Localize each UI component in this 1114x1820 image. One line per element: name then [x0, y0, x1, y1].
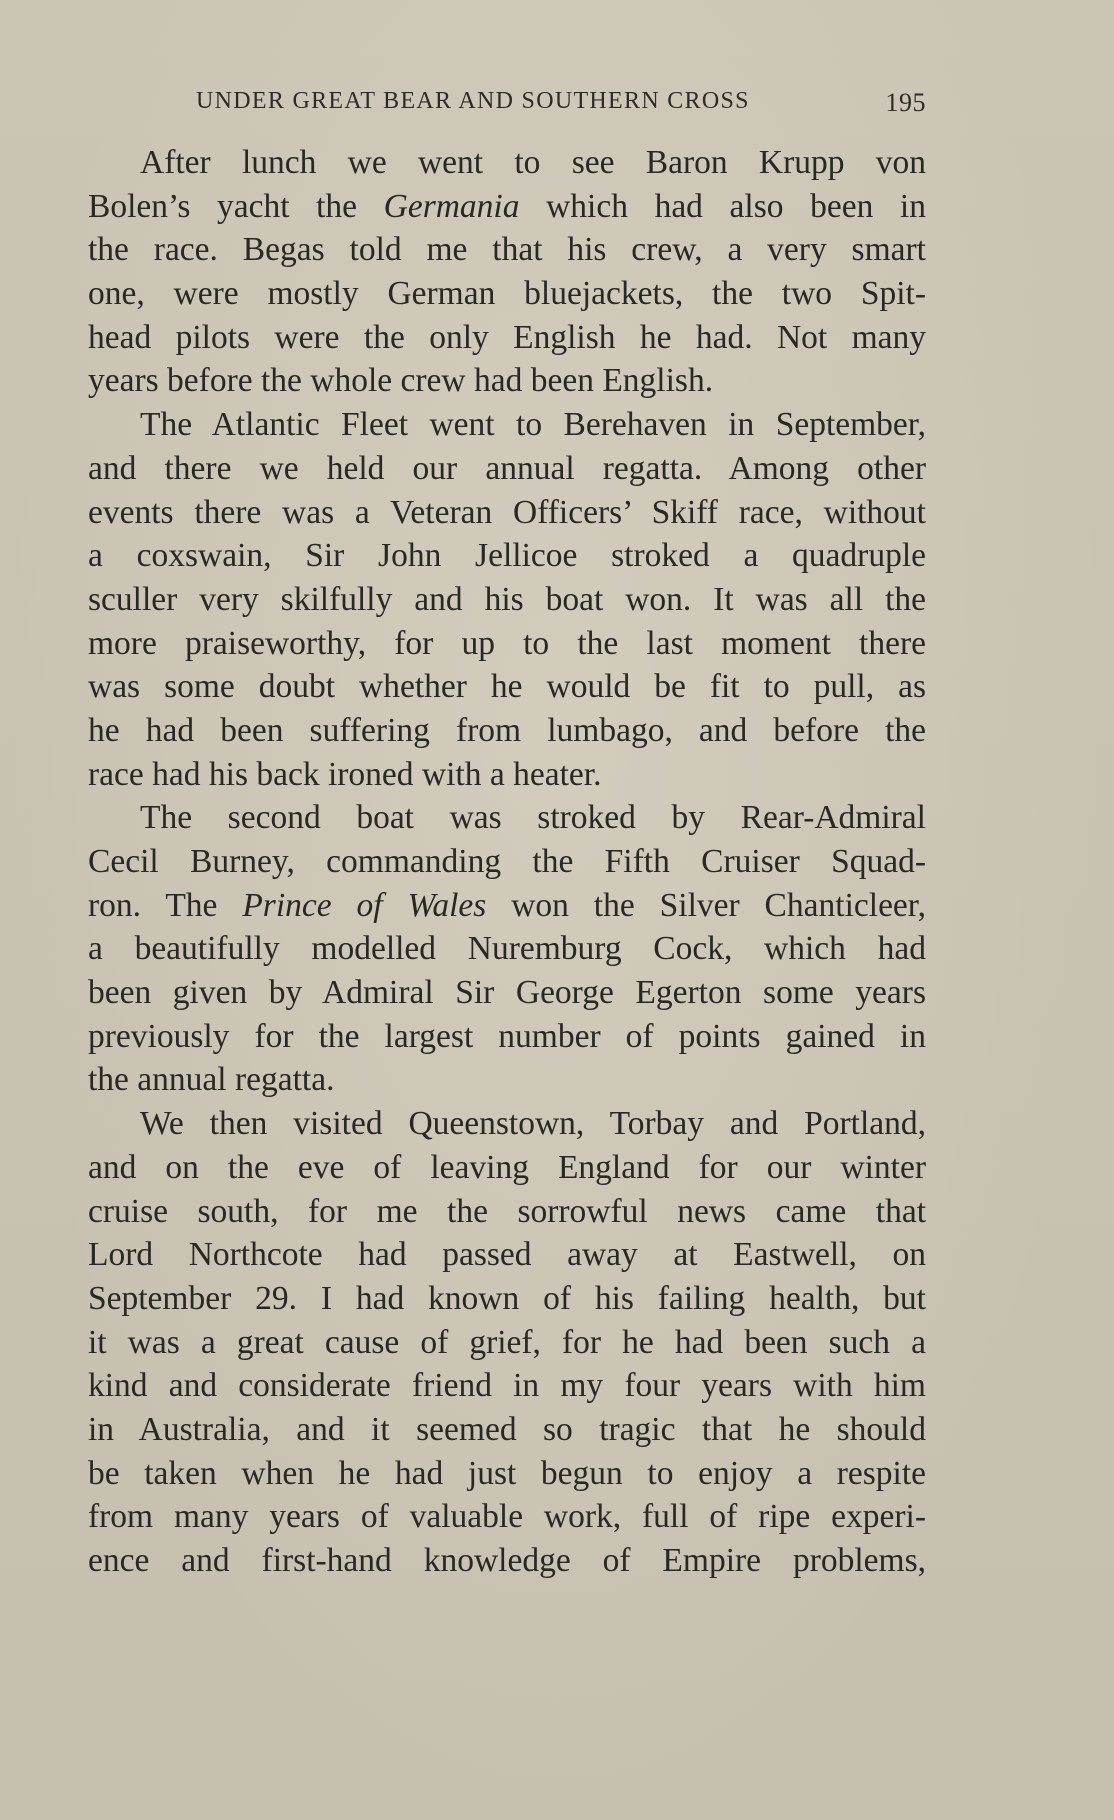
text-line: a beautifully modelled Nuremburg Cock, which had [88, 930, 926, 968]
paragraph [88, 1102, 926, 1583]
italic-title: Germania [383, 187, 520, 225]
text-line: in Australia, and it seemed so tragic that he should [88, 1410, 926, 1448]
italic-title: Prince of Wales [242, 886, 487, 924]
text-line: the annual regatta. [88, 1061, 335, 1099]
text-line: events there was a Veteran Officers’ Skiff race, without [88, 493, 926, 531]
text-line: the race. Begas told me that his crew, a very smart [88, 231, 926, 269]
running-title: UNDER GREAT BEAR AND SOUTHERN CROSS [196, 88, 750, 114]
text-line: After lunch we went to see Baron Krupp von [140, 144, 926, 181]
text-line: race had his back ironed with a heater. [88, 755, 602, 793]
text-line: and on the eve of leaving England for our winter [88, 1148, 926, 1186]
text-line: Cecil Burney, commanding the Fifth Cruiser Squad- [88, 843, 926, 880]
text-line: be taken when he had just begun to enjoy a respite [88, 1454, 926, 1492]
text-line: kind and considerate friend in my four years with him [88, 1367, 926, 1405]
text-line [88, 185, 926, 229]
text-segment: won the Silver Chanticleer, [486, 886, 926, 924]
text-line: cruise south, for me the sorrowful news came that [88, 1192, 926, 1230]
text-line: ence and first-hand knowledge of Empire problems, [88, 1542, 926, 1579]
text-line: The second boat was stroked by Rear-Admiral [140, 799, 926, 837]
page-number: 195 [885, 88, 926, 117]
paragraph [88, 796, 926, 1102]
text-line: head pilots were the only English he had. Not many [88, 318, 926, 356]
running-head [196, 88, 926, 122]
text-line: The Atlantic Fleet went to Berehaven in September, [140, 406, 926, 444]
text-line: and there we held our annual regatta. Among other [88, 449, 926, 487]
text-line: previously for the largest number of points gained in [88, 1017, 926, 1055]
text-line: he had been suffering from lumbago, and before the [88, 711, 926, 749]
text-line: it was a great cause of grief, for he had been such a [88, 1323, 926, 1361]
text-line: was some doubt whether he would be fit to pull, as [88, 668, 926, 706]
text-line: a coxswain, Sir John Jellicoe stroked a quadruple [88, 537, 926, 575]
text-line: Lord Northcote had passed away at Eastwell, on [88, 1236, 926, 1274]
text-line: years before the whole crew had been English. [88, 362, 714, 400]
text-segment: which had also been in [519, 187, 926, 225]
text-line: sculler very skilfully and his boat won. It was all the [88, 580, 926, 618]
paragraph [88, 403, 926, 796]
text-line: from many years of valuable work, full of ripe experi- [88, 1498, 926, 1536]
text-segment: ron. The [88, 886, 243, 924]
text-line: September 29. I had known of his failing health, but [88, 1279, 926, 1317]
text-line: been given by Admiral Sir George Egerton some years [88, 974, 926, 1012]
text-segment: Bolen’s yacht the [88, 187, 384, 225]
body-text [88, 141, 926, 1583]
text-line: more praiseworthy, for up to the last moment there [88, 624, 926, 662]
text-line: We then visited Queenstown, Torbay and Portland, [140, 1105, 926, 1143]
paragraph [88, 141, 926, 403]
text-line [88, 884, 926, 928]
text-line: one, were mostly German bluejackets, the two Spit- [88, 275, 926, 313]
